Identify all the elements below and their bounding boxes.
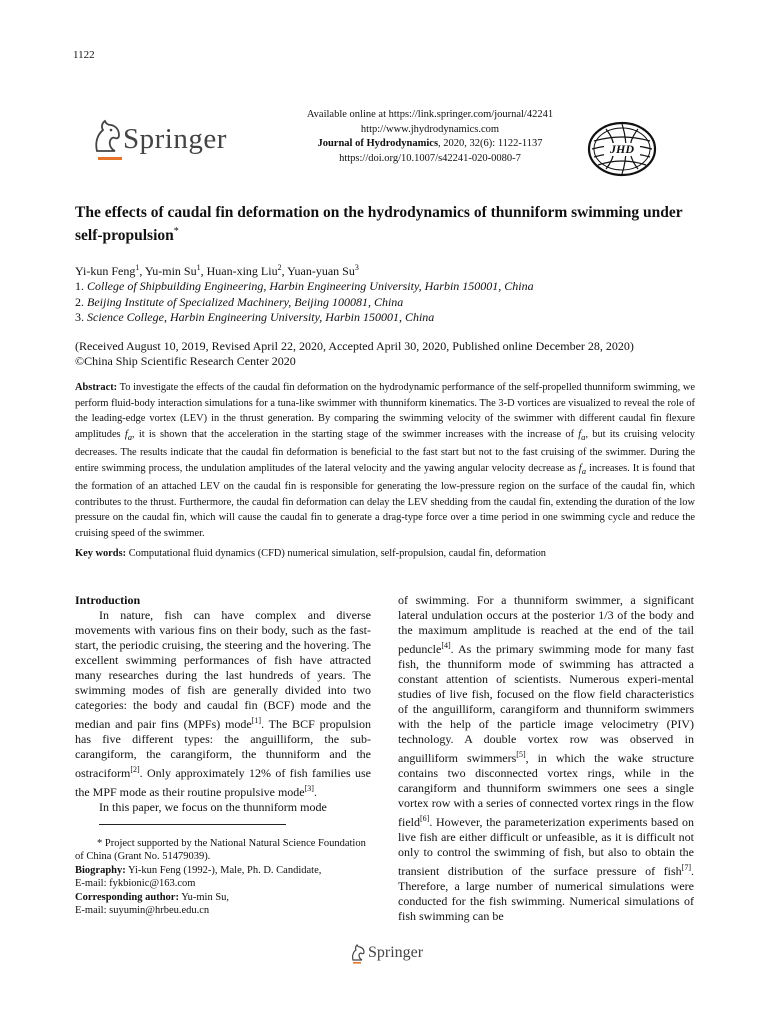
citation-ref: [4] xyxy=(441,641,451,650)
abstract: Abstract: To investigate the effects of the caudal fin deformation on the hydrodynamic performance of the self-propelled thunniform swimming, we perform fluid-body interaction simulations for a tuna-like swimmer with thunniform kinematics. The 3-D vortices are visualized to reveal the role of the leading-edge vortex (LEV) in the thrust generation. By comparing the swimming velocity of the swimmer with different caudal fin flexure amplitudes $f_a$, it is shown that the acceleration in the starting stage of the swimmer increases with the increase of $f_a$, but its cruising velocity decreases. The results indicate that the caudal fin deformation is beneficial to the fast start but not to the fast cruising of the swimmer. During the entire swimming process, the undulation amplitudes of the lateral velocity and the yawing angular velocity decrease as $f_a$ increases. It is found that the formation of an attached LEV on the caudal fin is responsible for generating the low-pressure region on the surface of the caudal fin, which contributes to the thrust. Furthermore, the caudal fin deformation can delay the LEV shedding from the caudal fin, extending the duration of the low pressure on the caudal fin, which will cause the caudal fin to generate a drag-type force over a time period in one swimming cycle and reduce the cruising speed of the swimmer. xyxy=(75,382,695,539)
springer-wordmark: Springer xyxy=(123,123,227,155)
springer-horse-icon xyxy=(89,117,125,161)
footer-springer-wordmark: Springer xyxy=(368,944,424,961)
springer-link[interactable]: Available online at https://link.springer.com/journal/42241 xyxy=(306,109,554,120)
corresponding-email: E-mail: suyumin@hrbeu.edu.cn xyxy=(75,905,210,917)
left-column xyxy=(75,593,371,815)
affiliation-3: 3. Science College, Harbin Engineering University, Harbin 150001, China xyxy=(75,310,435,324)
title-footnote-mark: * xyxy=(173,226,179,237)
jhd-seal xyxy=(586,121,658,177)
footer-springer-logo xyxy=(350,944,440,966)
doi-link[interactable]: https://doi.org/10.1007/s42241-020-0080-7 xyxy=(339,152,521,164)
citation-ref: [1] xyxy=(251,716,262,725)
citation-ref: [3] xyxy=(304,784,314,793)
copyright: ©China Ship Scientific Research Center 2020 xyxy=(75,354,296,368)
biography: Biography: Yi-kun Feng (1992-), Male, Ph. D. Candidate, xyxy=(75,864,322,876)
citation-ref: [5] xyxy=(516,750,526,759)
springer-horse-icon xyxy=(350,944,366,964)
affiliation-1: 1. College of Shipbuilding Engineering, Harbin Engineering University, Harbin 150001, China xyxy=(75,279,534,293)
corresponding-author: Corresponding author: Yu-min Su, xyxy=(75,891,230,903)
author-name: Yuan-yuan Su xyxy=(287,264,355,278)
project-footnote: * Project supported by the National Natural Science Foundation of China (Grant No. 51479039). xyxy=(75,838,366,863)
springer-orange-bar xyxy=(98,157,122,160)
biography-email: E-mail: fykbionic@163.com xyxy=(75,878,196,890)
intro-paragraph-1: In nature, fish can have complex and diverse movements with various fins on their body, such as the fast-start, the periodic cruising, the steering and the hovering. The excellent swimming performances of fish have attracted many researches during the last hundreds of years. The swimming modes of fish are generally divided into two categories: the body and caudal fin (BCF) mode and the median and pair fins (MPFs) mode[1]. The BCF propulsion has five different types: the anguilliform, the sub-carangiform, the carangiform, the thunniform and the ostraciform[2]. Only approximately 12% of fish families use the MPF mode as their routine propulsive mode[3]. xyxy=(75,608,371,799)
journal-masthead xyxy=(260,108,600,166)
author-list: Yi-kun Feng$^1$, Yu-min Su$^1$, Huan-xing Liu$^2$, Yuan-yuan Su$^3$ xyxy=(75,263,359,278)
affiliation-2: 2. Beijing Institute of Specialized Machinery, Beijing 100081, China xyxy=(75,295,404,309)
intro-paragraph-2: In this paper, we focus on the thunniform mode xyxy=(99,800,327,814)
jhd-seal-text: JHD xyxy=(610,142,634,156)
author-name: Yu-min Su xyxy=(144,264,197,278)
symbol-fa: $f_a$ xyxy=(578,462,587,476)
springer-logo xyxy=(89,117,249,163)
keywords-label: Key words: xyxy=(75,548,127,559)
page-number: 1122 xyxy=(73,49,95,61)
journal-citation: Journal of Hydrodynamics, 2020, 32(6): 1122-1137 xyxy=(317,138,543,149)
footnote-divider xyxy=(99,824,286,825)
author-name: Yi-kun Feng xyxy=(75,264,136,278)
keywords: Key words: Computational fluid dynamics (CFD) numerical simulation, self-propulsion, caudal fin, deformation xyxy=(75,548,546,559)
journal-name: Journal of Hydrodynamics xyxy=(317,138,439,149)
symbol-fa: $f_a$ xyxy=(578,428,586,442)
citation-ref: [2] xyxy=(130,765,140,774)
footnotes xyxy=(75,837,371,917)
abstract-label: Abstract: xyxy=(75,382,118,393)
paper-title: The effects of caudal fin deformation on the hydrodynamics of thunniform swimming under self-propulsion* xyxy=(75,204,683,245)
section-heading-introduction: Introduction xyxy=(75,593,141,607)
journal-website[interactable]: http://www.jhydrodynamics.com xyxy=(360,123,500,135)
citation-ref: [6] xyxy=(420,814,430,823)
received-dates: (Received August 10, 2019, Revised April 22, 2020, Accepted April 30, 2020, Published online December 28, 2020) ©China Ship Scientific Research Center 2020 xyxy=(75,339,705,369)
author-name: Huan-xing Liu xyxy=(206,264,278,278)
citation-ref: [7] xyxy=(681,863,691,872)
symbol-fa: $f_a$ xyxy=(124,428,133,442)
intro-paragraph-2-continued: of swimming. For a thunniform swimmer, a significant lateral undulation occurs at the posterior 1/3 of the body and the maximum amplitude is reached at the end of the tail peduncle[4]. As the primary swimming mode for many fast fish, the thunniform mode of swimming has attracted a constant attention of scientists. Numerous experi-mental studies of live fish, focused on the flow field characteristics of the anguilliform, carangiform and thunniform swimmers with the help of the particle image velocimetry (PIV) technology. A double vortex row was observed in anguilliform swimmers[5], in which the wake structure contains two disconnected vortex rings, while in the carangiform and thunniform swimmers one sees a single vortex row with a series of connected vortex rings in the flow field[6]. However, the parameterization experiments based on live fish are either difficult or unfeasible, as it is difficult not only to control the swimming of fish, but also to obtain the transient distribution of the surface pressure of fish[7]. Therefore, a large number of numerical simulations were conducted for the fish swimming. Numerical simulations of fish swimming can be xyxy=(398,593,694,923)
right-column xyxy=(398,593,694,924)
